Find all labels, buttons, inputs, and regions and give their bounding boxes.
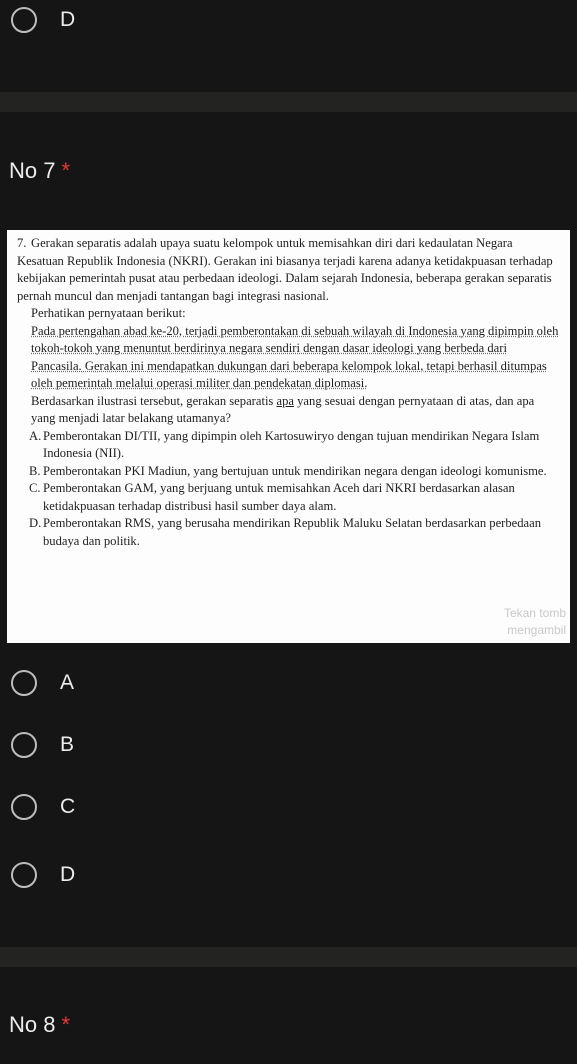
watermark-text: Tekan tomb (503, 606, 566, 620)
radio-button[interactable] (11, 862, 37, 888)
question-title-text: No 7 (9, 158, 56, 183)
option-label: A (60, 671, 75, 694)
section-divider (0, 947, 577, 967)
question-prompt (17, 393, 560, 428)
choice-text: Pemberontakan PKI Madiun, yang bertujuan untuk mendirikan negara dengan ideologi komunisme. (43, 463, 547, 478)
statement-text: Pada pertengahan abad ke-20, terjadi pemberontakan di sebuah wilayah di Indonesia yang dipimpin oleh tokoh-tokoh yang menuntut berdirinya negara sendiri dengan dasar ideologi yang berbeda dari Pancasila. Gerakan ini mendapatkan dukungan dari beberapa kelompok lokal, tetapi berhasil ditumpas oleh pemerintah melalui operasi militer dan pendekatan diplomasi. (31, 323, 559, 390)
radio-button[interactable] (11, 670, 37, 696)
required-asterisk: * (61, 158, 71, 183)
choice-letter: D. (29, 516, 42, 530)
choice-d (17, 515, 560, 550)
option-label: C (60, 795, 76, 818)
choice-text: Pemberontakan RMS, yang berusaha mendirikan Republik Maluku Selatan berdasarkan perbedaan budaya dan politik. (43, 516, 542, 548)
choice-text: Pemberontakan DI/TII, yang dipimpin oleh Kartosuwiryo dengan tujuan mendirikan Negara Islam Indonesia (NII). (43, 428, 540, 460)
question-title-text: No 8 (9, 1012, 56, 1037)
option-a[interactable] (0, 663, 577, 703)
question-image (7, 230, 570, 643)
option-label: D (60, 8, 76, 31)
required-asterisk: * (61, 1012, 71, 1037)
choice-c (17, 480, 560, 515)
prompt-before: Berdasarkan ilustrasi tersebut, gerakan separatis (31, 393, 277, 408)
question-number: 7. (17, 236, 27, 250)
watermark-text: mengambil (507, 623, 566, 637)
choice-letter: C. (29, 481, 41, 495)
option-label: D (60, 863, 76, 886)
option-c[interactable] (0, 787, 577, 827)
question-title (9, 1012, 70, 1038)
note-label: Perhatikan pernyataan berikut: (31, 306, 186, 320)
choice-b (17, 463, 560, 481)
question-title (9, 158, 70, 184)
choice-text: Pemberontakan GAM, yang berjuang untuk memisahkan Aceh dari NKRI berdasarkan alasan ketidakpuasan terhadap distribusi hasil sumber daya alam. (43, 481, 515, 513)
option-label: B (60, 733, 75, 756)
choice-a (17, 428, 560, 463)
radio-button[interactable] (11, 794, 37, 820)
choice-letter: B. (29, 463, 41, 478)
prompt-after: yang sesuai dengan pernyataan di atas, dan apa yang menjadi latar belakang utamanya? (31, 393, 535, 425)
prev-option-d[interactable] (0, 0, 577, 40)
radio-button[interactable] (11, 7, 37, 33)
intro-text: Gerakan separatis adalah upaya suatu kelompok untuk memisahkan diri dari kedaulatan Negara Kesatuan Republik Indonesia (NKRI). Gerakan ini biasanya terjadi karena adanya ketidakpuasan terhadap kebijakan pemerintah pusat atau perbedaan ideologi. Dalam sejarah Indonesia, beberapa gerakan separatis pernah muncul dan menjadi tantangan bagi integrasi nasional. (17, 236, 553, 303)
option-b[interactable] (0, 725, 577, 765)
radio-button[interactable] (11, 732, 37, 758)
option-d[interactable] (0, 855, 577, 895)
choice-letter: A. (29, 428, 42, 443)
section-divider (0, 92, 577, 112)
question-intro (17, 235, 560, 305)
prompt-underlined: apa (276, 393, 294, 408)
